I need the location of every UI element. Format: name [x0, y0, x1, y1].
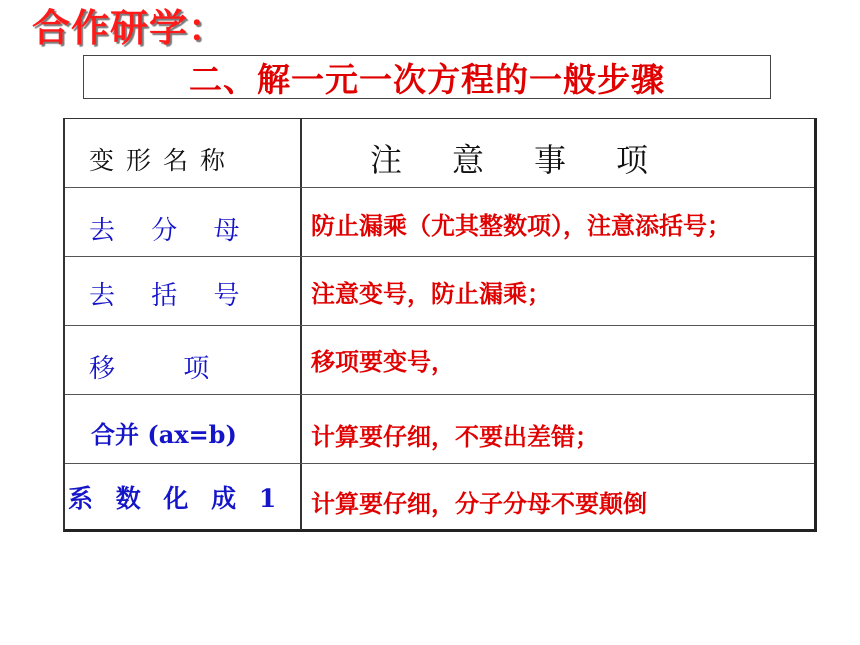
- step-note-cell: [302, 395, 814, 463]
- step-note: 防止漏乘（尤其整数项），注意添括号；: [311, 211, 731, 240]
- table-row: [65, 395, 814, 463]
- step-note: 注意变号，防止漏乘；: [311, 279, 551, 308]
- header-cell-note: [302, 119, 814, 187]
- step-name: 去 分 母: [89, 216, 254, 246]
- step-name-cell: [65, 464, 302, 530]
- table-row: [65, 464, 814, 530]
- step-name-cell: [65, 257, 302, 325]
- step-name-cell: [65, 188, 302, 256]
- step-note-cell: [302, 464, 814, 530]
- step-name: 系 数 化 成 1: [68, 484, 284, 513]
- table-row: [65, 257, 814, 325]
- step-name: 去 括 号: [89, 281, 254, 311]
- step-note-cell: [302, 257, 814, 325]
- step-note-cell: [302, 326, 814, 394]
- table-row: [65, 188, 814, 256]
- table-row: [65, 326, 814, 394]
- header-note-label: 注意事项: [370, 141, 699, 179]
- step-name-cell: [65, 395, 302, 463]
- step-note: 计算要仔细，分子分母不要颠倒: [311, 489, 647, 518]
- header-cell-name: [65, 119, 302, 187]
- step-name: 合并 (ax=b): [91, 420, 237, 449]
- page-title: [83, 55, 771, 99]
- table-header-row: [65, 119, 814, 187]
- section-heading: 合作研学：: [32, 5, 228, 50]
- header-name-label: 变形名称: [89, 146, 238, 175]
- steps-table: [63, 118, 817, 532]
- step-name: 移 项: [89, 354, 210, 384]
- step-note-cell: [302, 188, 814, 256]
- step-name-cell: [65, 326, 302, 394]
- step-note: 移项要变号，: [311, 347, 455, 376]
- step-note: 计算要仔细，不要出差错；: [311, 422, 599, 451]
- page-title-text: 二、解一元一次方程的一般步骤: [189, 59, 665, 99]
